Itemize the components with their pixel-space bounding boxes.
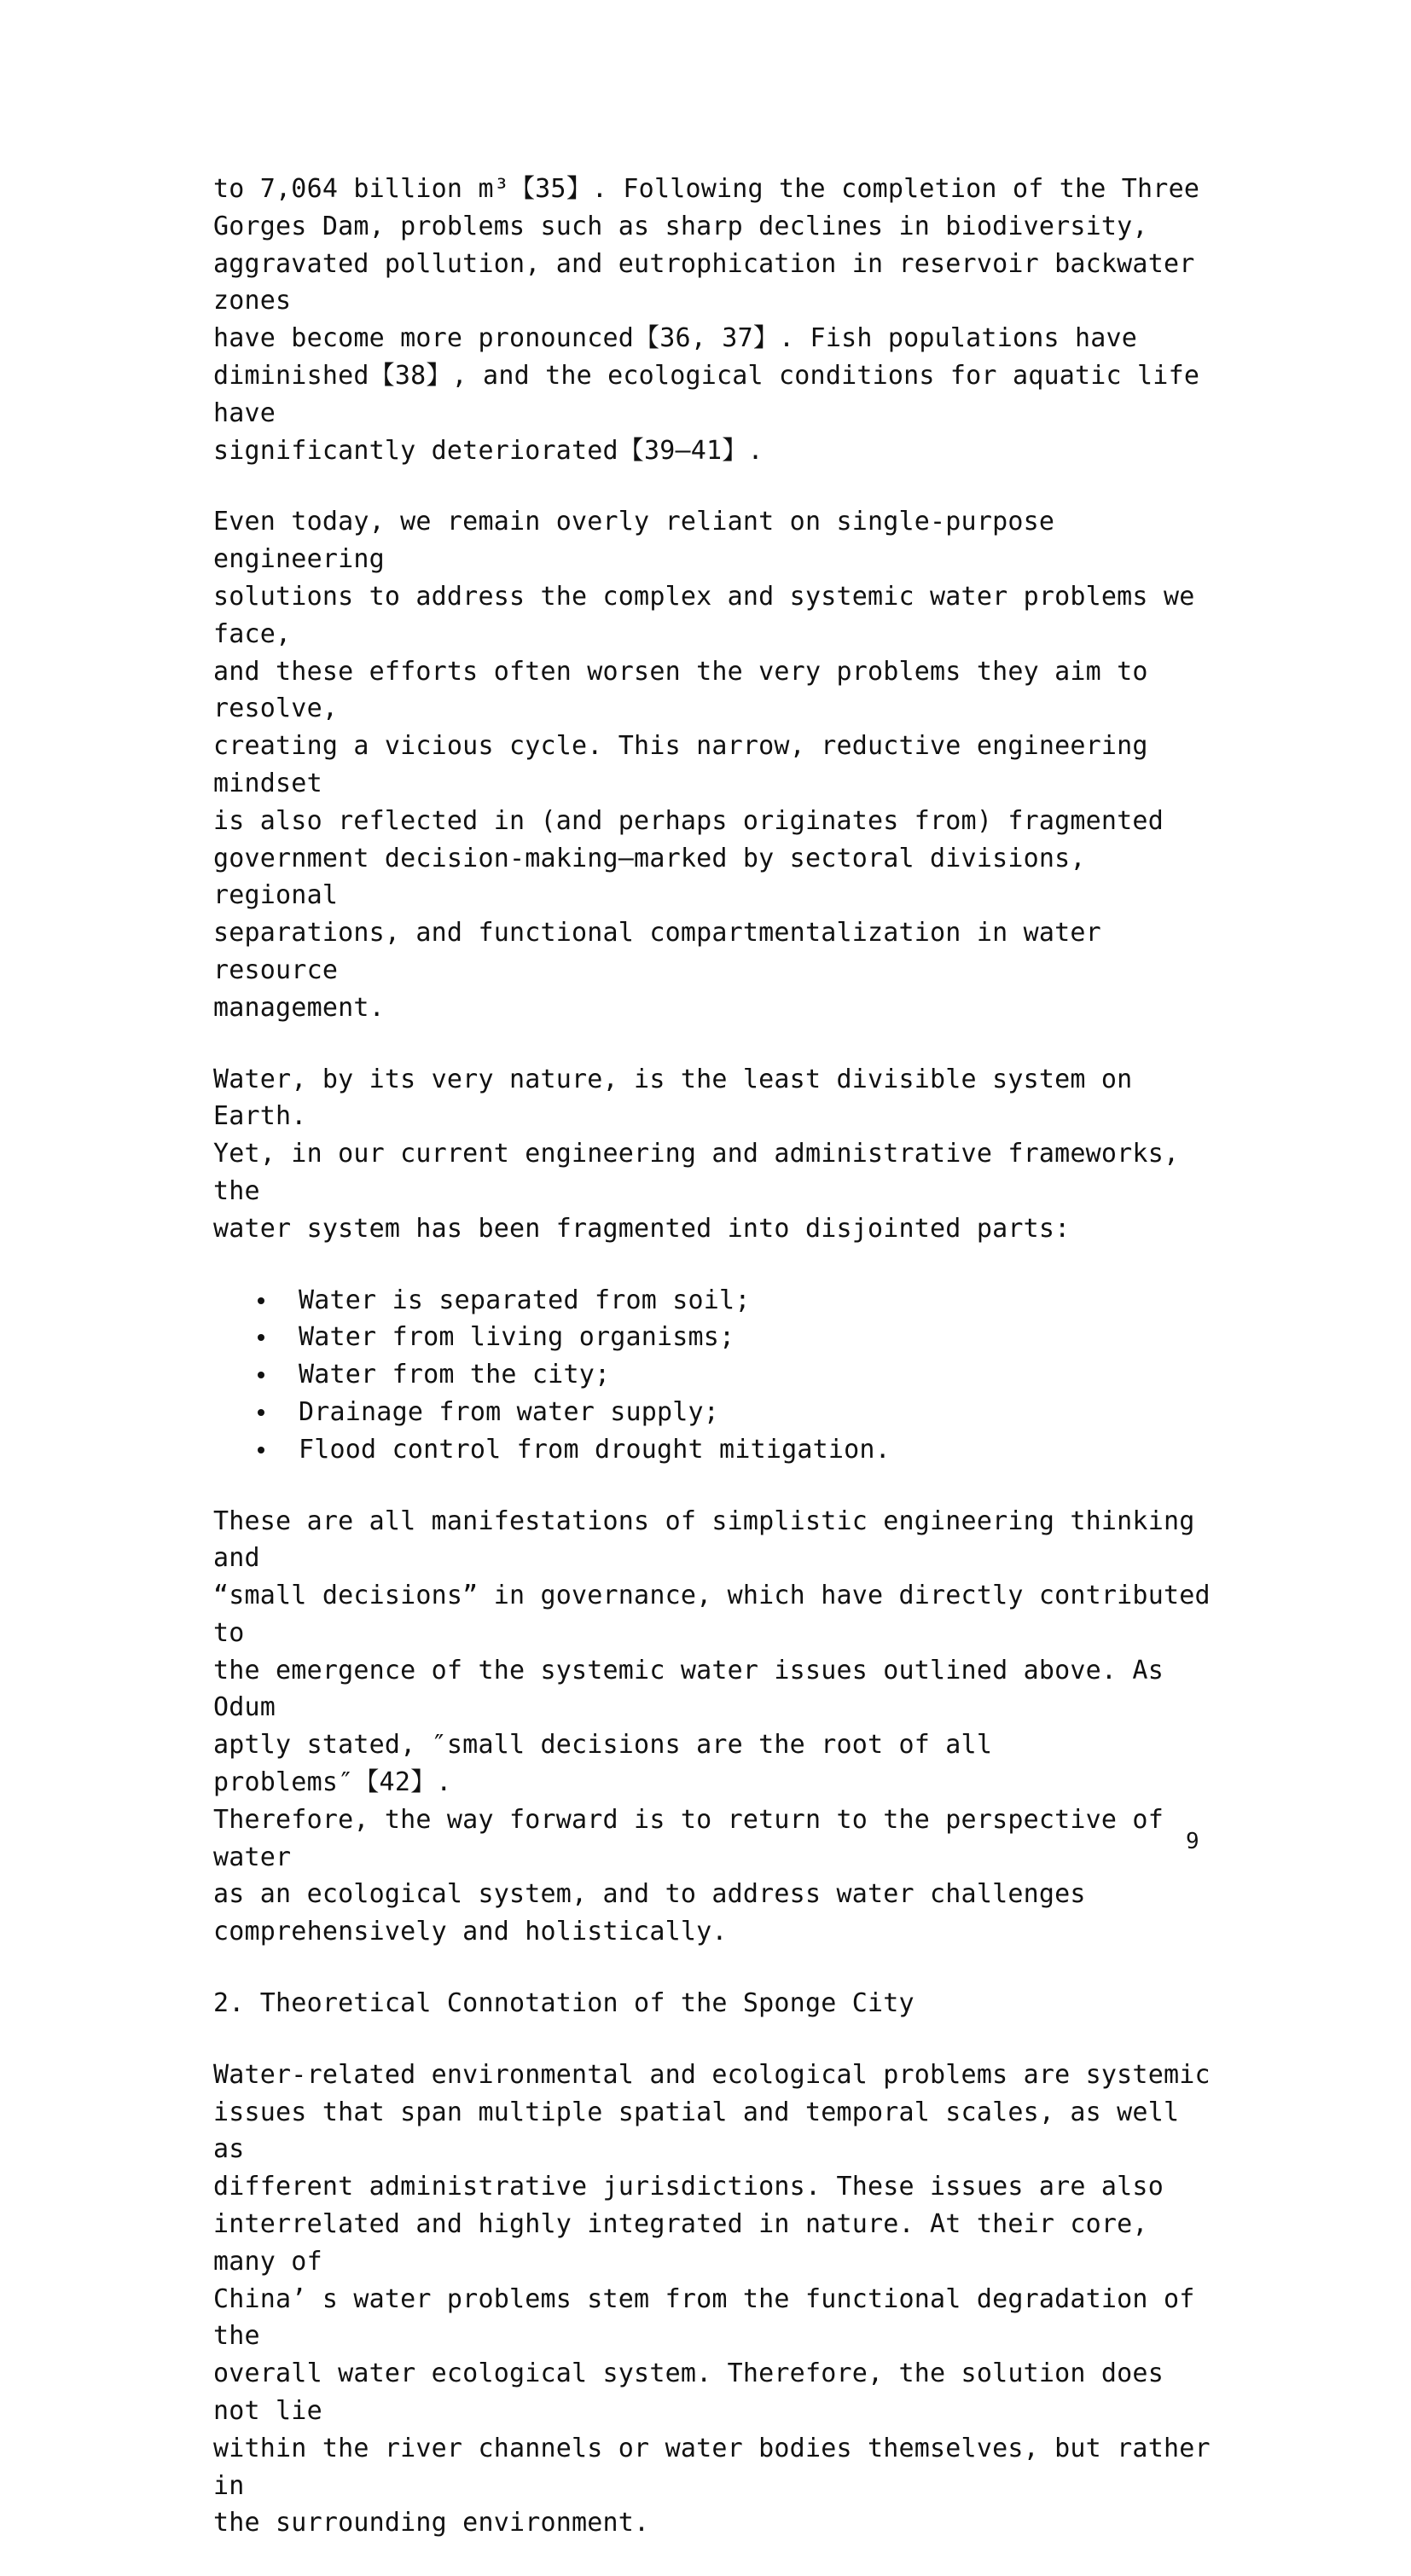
page-number: 9	[1186, 1829, 1199, 1854]
section-heading: 2. Theoretical Connotation of the Sponge City	[213, 1988, 915, 2019]
paragraph-water-divisible: Water, by its very nature, is the least divisible system on Earth. Yet, in our current engineering and administrative frameworks, the water system has been fragmented into disjointed parts:	[213, 1064, 1180, 1244]
paragraph-engineering-reliance: Even today, we remain overly reliant on single-purpose engineering solutions to address the complex and systemic water problems we face, and these efforts often worsen the very problems they aim to resolve, creating a vicious cycle. This narrow, reductive engineering mindset is also reflected in (and perhaps originates from) fragmented government decision-making—marked by sectoral divisions, regional separations, and functional compartmentalization in water resource management.	[213, 507, 1195, 1023]
list-item: Water from living organisms;	[299, 1319, 1211, 1356]
paragraph-small-decisions: These are all manifestations of simplistic engineering thinking and “small decisions” in governance, which have directly contributed to the emergence of the systemic water issues outlined above. As Odum aptly stated, ″small decisions are the root of all problems″【42】. Therefore, the way forward is to return to the perspective of water as an ecological system, and to address water challenges comprehensively and holistically.	[213, 1506, 1211, 1947]
paragraph-three-gorges: to 7,064 billion m³【35】. Following the completion of the Three Gorges Dam, problems such as sharp declines in biodiversity, aggravated pollution, and eutrophication in reservoir backwater zones have become more pronounced【36, 37】. Fish populations have diminished【38】, and the ecological conditions for aquatic life have significantly deteriorated【39–41】.	[213, 174, 1200, 466]
list-item: Water is separated from soil;	[299, 1282, 1211, 1320]
document-page	[213, 171, 1211, 2576]
fragmentation-list	[213, 1282, 1211, 1469]
paragraph-systemic-issues: Water-related environmental and ecological problems are systemic issues that span multiple spatial and temporal scales, as well as different administrative jurisdictions. These issues are also interrelated and highly integrated in nature. At their core, many of China’ s water problems stem from the functional degradation of the overall water ecological system. Therefore, the solution does not lie within the river channels or water bodies themselves, but rather in the surrounding environment.	[213, 2059, 1211, 2538]
list-item: Water from the city;	[299, 1356, 1211, 1394]
list-item: Flood control from drought mitigation.	[299, 1431, 1211, 1469]
list-item: Drainage from water supply;	[299, 1394, 1211, 1431]
